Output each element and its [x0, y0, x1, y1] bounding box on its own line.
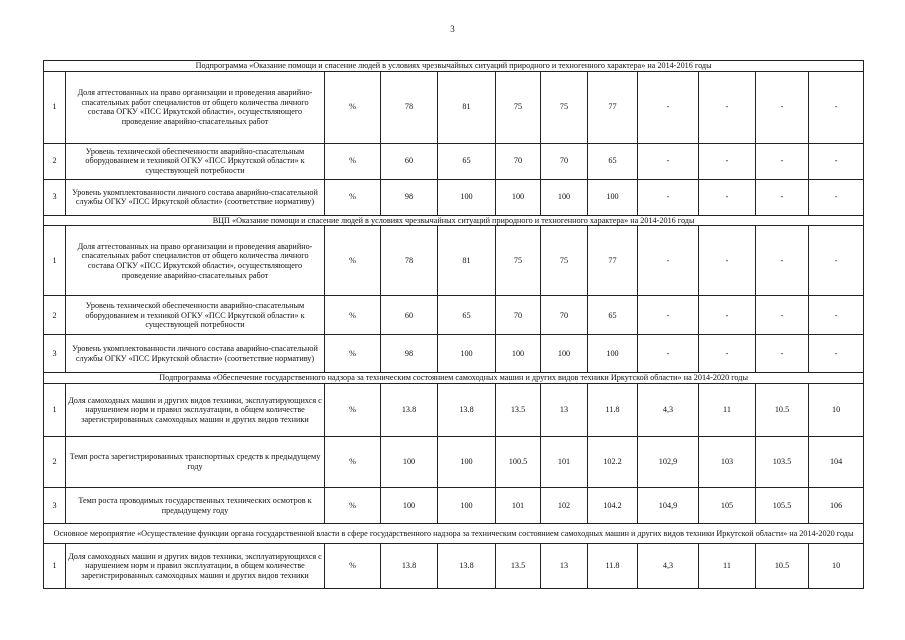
- indicator-description: Доля самоходных машин и других видов техники, эксплуатирующихся с нарушением норм и правил эксплуатации, в общем количестве зарегистрированных самоходных машин и других видов техники: [66, 544, 325, 589]
- value-cell: 81: [438, 226, 496, 296]
- section-title: ВЦП «Оказание помощи и спасение людей в условиях чрезвычайных ситуаций природного и техногенного характера» на 2014-2016 годы: [44, 215, 864, 226]
- value-cell: 65: [438, 296, 496, 335]
- indicators-table: [43, 60, 864, 589]
- value-cell: -: [699, 143, 756, 179]
- value-cell: 65: [438, 143, 496, 179]
- table-row: [44, 384, 864, 437]
- value-cell: 70: [541, 296, 588, 335]
- value-cell: 13: [541, 384, 588, 437]
- value-cell: 105.5: [756, 488, 809, 524]
- value-cell: -: [809, 179, 864, 215]
- value-cell: 103.5: [756, 437, 809, 488]
- section-title: Подпрограмма «Оказание помощи и спасение людей в условиях чрезвычайных ситуаций природного и техногенного характера» на 2014-2016 годы: [44, 61, 864, 72]
- value-cell: 10: [809, 384, 864, 437]
- value-cell: -: [756, 296, 809, 335]
- value-cell: 4,3: [638, 544, 699, 589]
- value-cell: -: [756, 143, 809, 179]
- value-cell: 65: [588, 296, 638, 335]
- value-cell: -: [699, 296, 756, 335]
- row-number: 2: [44, 296, 66, 335]
- row-number: 3: [44, 335, 66, 373]
- value-cell: 103: [699, 437, 756, 488]
- section-title: Подпрограмма «Обеспечение государственного надзора за техническим состоянием самоходных машин и других видов техники Иркутской области» на 2014-2020 годы: [44, 373, 864, 384]
- row-number: 1: [44, 384, 66, 437]
- value-cell: 102,9: [638, 437, 699, 488]
- value-cell: 100: [381, 488, 438, 524]
- table-row: [44, 71, 864, 143]
- row-number: 3: [44, 179, 66, 215]
- value-cell: 100: [496, 179, 541, 215]
- value-cell: -: [638, 226, 699, 296]
- value-cell: 75: [541, 226, 588, 296]
- value-cell: -: [638, 71, 699, 143]
- value-cell: 78: [381, 71, 438, 143]
- value-cell: 77: [588, 71, 638, 143]
- unit-cell: %: [325, 335, 381, 373]
- unit-cell: %: [325, 71, 381, 143]
- value-cell: 81: [438, 71, 496, 143]
- section-header-row: [44, 215, 864, 226]
- value-cell: 100: [588, 179, 638, 215]
- section-header-row: [44, 373, 864, 384]
- unit-cell: %: [325, 544, 381, 589]
- value-cell: 11: [699, 384, 756, 437]
- value-cell: 98: [381, 179, 438, 215]
- unit-cell: %: [325, 296, 381, 335]
- indicator-description: Уровень укомплектованности личного состава аварийно-спасательной службы ОГКУ «ПСС Иркутской области» (соответствие нормативу): [66, 179, 325, 215]
- value-cell: 13.5: [496, 544, 541, 589]
- indicator-description: Уровень технической обеспеченности аварийно-спасательным оборудованием и техникой ОГКУ «ПСС Иркутской области» к существующей потребности: [66, 143, 325, 179]
- indicator-description: Уровень технической обеспеченности аварийно-спасательным оборудованием и техникой ОГКУ «ПСС Иркутской области» к существующей потребности: [66, 296, 325, 335]
- section-title: Основное мероприятие «Осуществление функции органа государственной власти в сфере государственного надзора за техническим состоянием самоходных машин и других видов техники Иркутской области» на 2014-2020 годы: [44, 524, 864, 544]
- value-cell: 105: [699, 488, 756, 524]
- row-number: 1: [44, 71, 66, 143]
- value-cell: -: [638, 296, 699, 335]
- value-cell: -: [756, 335, 809, 373]
- value-cell: 101: [541, 437, 588, 488]
- row-number: 2: [44, 143, 66, 179]
- table-row: [44, 226, 864, 296]
- value-cell: 101: [496, 488, 541, 524]
- value-cell: 100: [438, 437, 496, 488]
- value-cell: -: [809, 335, 864, 373]
- value-cell: -: [699, 71, 756, 143]
- row-number: 2: [44, 437, 66, 488]
- indicator-description: Темп роста зарегистрированных транспортных средств к предыдущему году: [66, 437, 325, 488]
- unit-cell: %: [325, 384, 381, 437]
- value-cell: -: [638, 179, 699, 215]
- value-cell: -: [638, 335, 699, 373]
- value-cell: -: [699, 226, 756, 296]
- table-row: [44, 335, 864, 373]
- table-row: [44, 143, 864, 179]
- table-row: [44, 179, 864, 215]
- value-cell: -: [699, 179, 756, 215]
- indicator-description: Доля аттестованных на право организации и проведения аварийно-спасательных работ специалистов от общего количества личного состава ОГКУ «ПСС Иркутской области», осуществляющего проведение аварийно-спасательных работ: [66, 226, 325, 296]
- indicator-description: Темп роста проводимых государственных технических осмотров к предыдущему году: [66, 488, 325, 524]
- value-cell: 102: [541, 488, 588, 524]
- value-cell: 60: [381, 143, 438, 179]
- unit-cell: %: [325, 179, 381, 215]
- value-cell: 75: [496, 71, 541, 143]
- value-cell: 100: [588, 335, 638, 373]
- section-header-row: [44, 61, 864, 72]
- row-number: 1: [44, 544, 66, 589]
- value-cell: 104.2: [588, 488, 638, 524]
- value-cell: 60: [381, 296, 438, 335]
- unit-cell: %: [325, 437, 381, 488]
- value-cell: -: [809, 226, 864, 296]
- value-cell: 77: [588, 226, 638, 296]
- value-cell: 100: [438, 179, 496, 215]
- table-row: [44, 296, 864, 335]
- value-cell: 70: [496, 296, 541, 335]
- value-cell: 13.8: [381, 384, 438, 437]
- value-cell: -: [756, 226, 809, 296]
- indicator-description: Доля аттестованных на право организации и проведения аварийно-спасательных работ специалистов от общего количества личного состава ОГКУ «ПСС Иркутской области», осуществляющего проведение аварийно-спасательных работ: [66, 71, 325, 143]
- value-cell: 100: [541, 179, 588, 215]
- value-cell: -: [756, 179, 809, 215]
- indicator-description: Уровень укомплектованности личного состава аварийно-спасательной службы ОГКУ «ПСС Иркутской области» (соответствие нормативу): [66, 335, 325, 373]
- value-cell: 70: [496, 143, 541, 179]
- value-cell: -: [809, 143, 864, 179]
- value-cell: 11.8: [588, 544, 638, 589]
- unit-cell: %: [325, 488, 381, 524]
- value-cell: 100: [381, 437, 438, 488]
- unit-cell: %: [325, 226, 381, 296]
- value-cell: 100.5: [496, 437, 541, 488]
- value-cell: 13.5: [496, 384, 541, 437]
- value-cell: 100: [438, 488, 496, 524]
- table-row: [44, 488, 864, 524]
- value-cell: -: [809, 71, 864, 143]
- value-cell: 10.5: [756, 384, 809, 437]
- unit-cell: %: [325, 143, 381, 179]
- value-cell: 104,9: [638, 488, 699, 524]
- value-cell: 13.8: [438, 384, 496, 437]
- value-cell: 98: [381, 335, 438, 373]
- value-cell: 10: [809, 544, 864, 589]
- value-cell: 70: [541, 143, 588, 179]
- value-cell: 13.8: [381, 544, 438, 589]
- value-cell: 75: [541, 71, 588, 143]
- row-number: 3: [44, 488, 66, 524]
- value-cell: 100: [438, 335, 496, 373]
- row-number: 1: [44, 226, 66, 296]
- value-cell: -: [638, 143, 699, 179]
- value-cell: -: [809, 296, 864, 335]
- value-cell: 11: [699, 544, 756, 589]
- table-row: [44, 544, 864, 589]
- table-row: [44, 437, 864, 488]
- value-cell: 65: [588, 143, 638, 179]
- value-cell: 104: [809, 437, 864, 488]
- value-cell: 13: [541, 544, 588, 589]
- value-cell: 4,3: [638, 384, 699, 437]
- indicator-description: Доля самоходных машин и других видов техники, эксплуатирующихся с нарушением норм и правил эксплуатации, в общем количестве зарегистрированных самоходных машин и других видов техники: [66, 384, 325, 437]
- value-cell: 10.5: [756, 544, 809, 589]
- value-cell: 100: [541, 335, 588, 373]
- section-header-row: [44, 524, 864, 544]
- value-cell: -: [699, 335, 756, 373]
- value-cell: 106: [809, 488, 864, 524]
- value-cell: 102.2: [588, 437, 638, 488]
- value-cell: 13.8: [438, 544, 496, 589]
- value-cell: 75: [496, 226, 541, 296]
- page-number: 3: [450, 24, 455, 34]
- value-cell: 11.8: [588, 384, 638, 437]
- value-cell: 78: [381, 226, 438, 296]
- value-cell: 100: [496, 335, 541, 373]
- value-cell: -: [756, 71, 809, 143]
